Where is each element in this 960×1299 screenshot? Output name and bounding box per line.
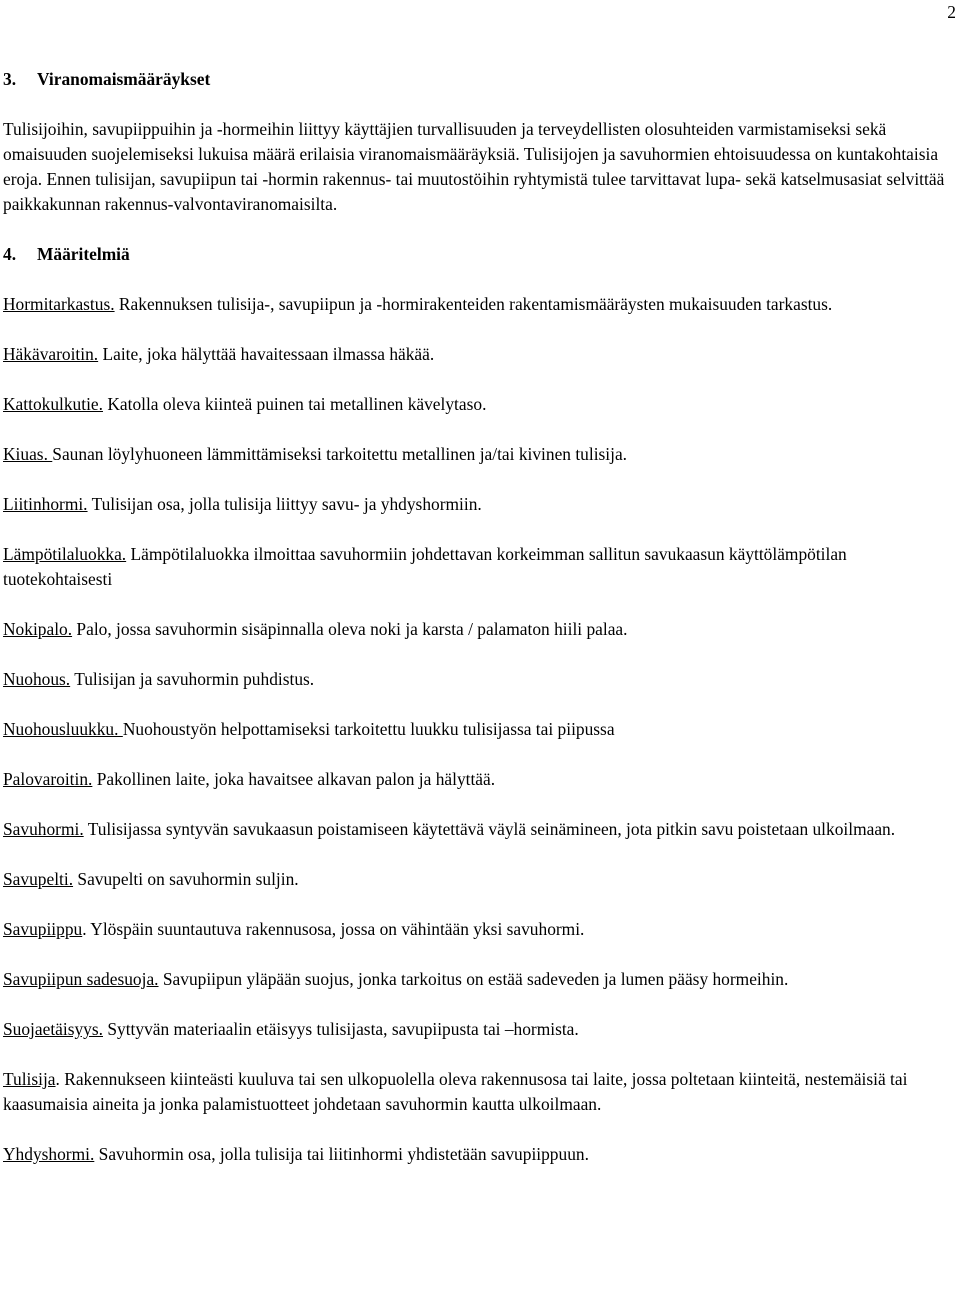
definition-item	[3, 342, 955, 367]
definition-text: . Rakennukseen kiinteästi kuuluva tai sen ulkopuolella oleva rakennusosa tai laite, jossa poltetaan kiinteitä, nestemäisiä tai kaasumaisia aineita ja jonka palamistuotteet johdetaan savuhormin kautta ulkoilmaan.	[3, 1069, 908, 1114]
definition-term: Liitinhormi.	[3, 494, 88, 514]
definition-text: Savupelti on savuhormin suljin.	[73, 869, 299, 889]
definition-item	[3, 717, 955, 742]
definition-term: Nuohousluukku.	[3, 719, 123, 739]
definition-text: Rakennuksen tulisija-, savupiipun ja -hormirakenteiden rakentamismääräysten mukaisuuden tarkastus.	[114, 294, 833, 314]
section-3-paragraph: Tulisijoihin, savupiippuihin ja -hormeihin liittyy käyttäjien turvallisuuden ja terveydellisten olosuhteiden varmistamiseksi sekä omaisuuden suojelemiseksi lukuisa määrä erilaisia viranomaismääräyksiä. Tulisijojen ja savuhormien ehtoisuudessa on kuntakohtaisia eroja. Ennen tulisijan, savupiipun tai -hormin rakennus- tai muutostöihin ryhtymistä tulee tarvittavat lupa- sekä katselmusasiat selvittää paikkakunnan rakennus-valvontaviranomaisilta.	[3, 119, 945, 214]
definition-item	[3, 1017, 955, 1042]
definition-term: Nokipalo.	[3, 619, 73, 639]
definition-term: Nuohous.	[3, 669, 71, 689]
section-4-number: 4.	[3, 244, 17, 264]
definition-text: Palo, jossa savuhormin sisäpinnalla oleva noki ja karsta / palamaton hiili palaa.	[72, 619, 628, 639]
page-number: 2	[947, 2, 956, 22]
definition-term: Häkävaroitin.	[3, 344, 99, 364]
definition-text: Savuhormin osa, jolla tulisija tai liitinhormi yhdistetään savupiippuun.	[94, 1144, 589, 1164]
definition-term: Savuhormi.	[3, 819, 84, 839]
definition-term: Suojaetäisyys.	[3, 1019, 103, 1039]
definition-item	[3, 1067, 955, 1117]
definition-item	[3, 817, 955, 842]
definition-term: Savupiipun sadesuoja.	[3, 969, 159, 989]
definition-item	[3, 767, 955, 792]
definition-item	[3, 1142, 955, 1167]
definition-term: Palovaroitin.	[3, 769, 93, 789]
definition-item	[3, 867, 955, 892]
section-3-heading	[3, 67, 955, 92]
definition-text: Lämpötilaluokka ilmoittaa savuhormiin johdettavan korkeimman sallitun savukaasun käyttölämpötilan tuotekohtaisesti	[3, 544, 847, 589]
definition-text: Tulisijassa syntyvän savukaasun poistamiseen käytettävä väylä seinämineen, jota pitkin savu poistetaan ulkoilmaan.	[83, 819, 896, 839]
section-4-heading	[3, 242, 955, 267]
definition-item	[3, 292, 955, 317]
definition-text: Savupiipun yläpään suojus, jonka tarkoitus on estää sadeveden ja lumen pääsy hormeihin.	[158, 969, 789, 989]
definition-item	[3, 392, 955, 417]
section-3-title: Viranomaismääräykset	[37, 69, 211, 89]
definition-item	[3, 917, 955, 942]
definition-term: Tulisija	[3, 1069, 56, 1089]
definition-item	[3, 442, 955, 467]
definition-term: Savupelti.	[3, 869, 74, 889]
section-3-number: 3.	[3, 69, 17, 89]
definition-term: Hormitarkastus.	[3, 294, 115, 314]
definition-text: Nuohoustyön helpottamiseksi tarkoitettu luukku tulisijassa tai piipussa	[122, 719, 615, 739]
definition-text: Katolla oleva kiinteä puinen tai metallinen kävelytaso.	[102, 394, 487, 414]
definition-item	[3, 542, 955, 592]
definition-term: Savupiippu	[3, 919, 83, 939]
definition-item	[3, 967, 955, 992]
definition-item	[3, 492, 955, 517]
definition-text: Laite, joka hälyttää havaitessaan ilmassa häkää.	[98, 344, 435, 364]
definition-text: Saunan löylyhuoneen lämmittämiseksi tarkoitettu metallinen ja/tai kivinen tulisija.	[52, 444, 628, 464]
definition-item	[3, 617, 955, 642]
definition-term: Yhdyshormi.	[3, 1144, 95, 1164]
definition-term: Kiuas.	[3, 444, 53, 464]
definition-item	[3, 667, 955, 692]
definition-text: Tulisijan ja savuhormin puhdistus.	[70, 669, 315, 689]
definition-text: Pakollinen laite, joka havaitsee alkavan palon ja hälyttää.	[92, 769, 496, 789]
definition-text: . Ylöspäin suuntautuva rakennusosa, jossa on vähintään yksi savuhormi.	[82, 919, 585, 939]
document-body	[3, 67, 955, 1192]
definition-text: Syttyvän materiaalin etäisyys tulisijasta, savupiipusta tai –hormista.	[103, 1019, 579, 1039]
definition-term: Lämpötilaluokka.	[3, 544, 127, 564]
definition-term: Kattokulkutie.	[3, 394, 103, 414]
section-4-title: Määritelmiä	[37, 244, 130, 264]
definition-text: Tulisijan osa, jolla tulisija liittyy savu- ja yhdyshormiin.	[87, 494, 482, 514]
